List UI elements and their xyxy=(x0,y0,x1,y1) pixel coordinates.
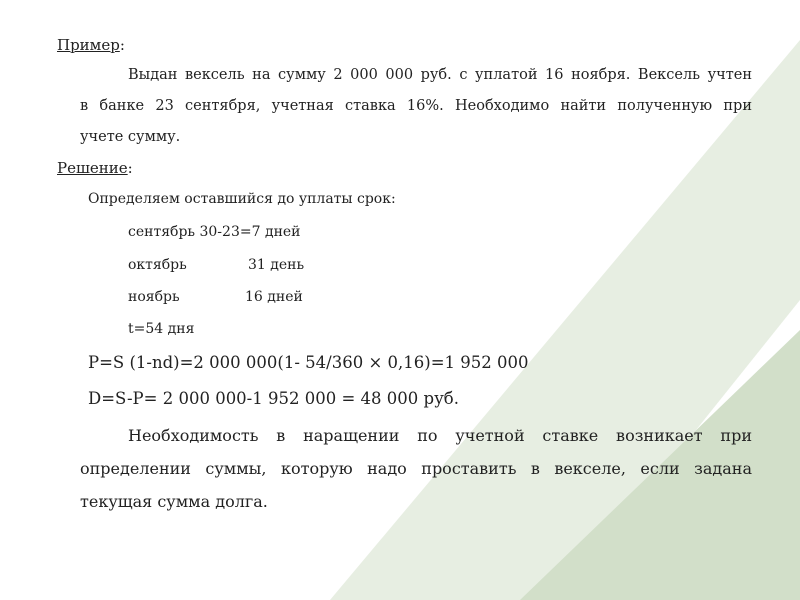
days-november-label: ноябрь xyxy=(128,289,180,305)
problem-line-1: Выдан вексель на сумму 2 000 000 руб. с уплатой 16 ноября. Вексель учтен xyxy=(128,67,752,83)
days-september: сентябрь 30-23=7 дней xyxy=(128,224,301,240)
problem-line-3: учете сумму. xyxy=(80,129,181,145)
formula-p: P=S (1-nd)=2 000 000(1- 54/360 × 0,16)=1 952 000 xyxy=(88,353,529,372)
conclusion-line-1: Необходимость в наращении по учетной ставке возникает при xyxy=(128,426,752,445)
days-october-value: 31 день xyxy=(248,257,305,273)
example-heading: Пример: xyxy=(57,36,125,54)
days-total: t=54 дня xyxy=(128,321,195,337)
days-october-label: октябрь xyxy=(128,257,187,273)
problem-line-2: в банке 23 сентября, учетная ставка 16%. Необходимо найти полученную при xyxy=(80,98,752,114)
days-november-value: 16 дней xyxy=(245,289,303,305)
conclusion-line-2: определении суммы, которую надо проставить в векселе, если задана xyxy=(80,459,752,478)
formula-d: D=S-P= 2 000 000-1 952 000 = 48 000 руб. xyxy=(88,389,459,408)
step-intro: Определяем оставшийся до уплаты срок: xyxy=(88,191,396,207)
conclusion-line-3: текущая сумма долга. xyxy=(80,492,268,511)
solution-heading: Решение: xyxy=(57,159,133,177)
